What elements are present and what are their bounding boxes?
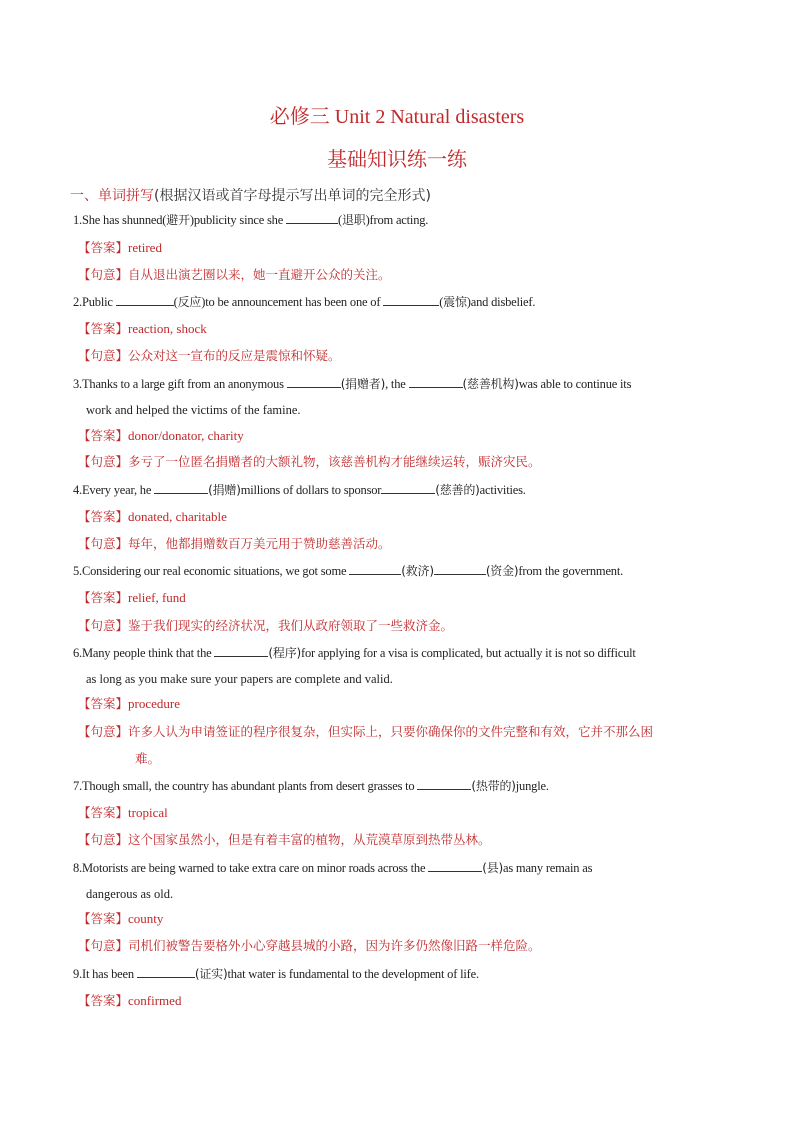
meaning-2: 【句意】公众对这一宣布的反应是震惊和怀疑。 [78,348,341,363]
question-8-continuation: dangerous as old. [86,887,174,901]
answer-3: 【答案】donor/donator, charity [78,428,244,443]
answer-blank[interactable] [434,562,486,575]
meaning-7: 【句意】这个国家虽然小，但是有着丰富的植物，从荒漠草原到热带丛林。 [78,832,491,847]
answer-blank[interactable] [383,293,439,306]
answer-6: 【答案】procedure [78,696,180,711]
section-heading [70,185,431,207]
page-subtitle: 基础知识练一练 [327,147,467,171]
question-9: 9.It has been (证实)that water is fundamental to the development of life. [73,967,479,981]
meaning-5: 【句意】鉴于我们现实的经济状况，我们从政府领取了一些救济金。 [78,618,454,633]
answer-7: 【答案】tropical [78,805,168,820]
question-5: 5.Considering our real economic situations, we got some (救济) (资金)from the government. [73,564,624,578]
answer-blank[interactable] [154,481,208,494]
answer-blank[interactable] [349,562,401,575]
answer-5: 【答案】relief, fund [78,590,186,605]
answer-8: 【答案】county [78,911,164,926]
question-3: 3.Thanks to a large gift from an anonymous (捐赠者), the (慈善机构)was able to continue its [73,377,632,391]
question-8: 8.Motorists are being warned to take extra care on minor roads across the (县)as many remain as [73,861,593,875]
question-4: 4.Every year, he (捐赠)millions of dollars to sponsor (慈善的)activities. [73,483,526,497]
question-1: 1.She has shunned(避开)publicity since she (退职)from acting. [73,213,429,227]
question-6-continuation: as long as you make sure your papers are complete and valid. [86,672,393,686]
meaning-3: 【句意】多亏了一位匿名捐赠者的大额礼物，该慈善机构才能继续运转，赈济灾民。 [78,454,541,469]
answer-blank[interactable] [417,777,471,790]
answer-blank[interactable] [214,644,268,657]
section-note: (根据汉语或首字母提示写出单词的完全形式) [154,188,431,204]
page-title: 必修三 Unit 2 Natural disasters [269,106,525,128]
meaning-4: 【句意】每年，他都捐赠数百万美元用于赞助慈善活动。 [78,536,391,551]
answer-blank[interactable] [428,859,482,872]
meaning-8: 【句意】司机们被警告要格外小心穿越县城的小路，因为许多仍然像旧路一样危险。 [78,938,541,953]
question-6: 6.Many people think that the (程序)for applying for a visa is complicated, but actually it is not so difficult [73,646,636,660]
question-3-continuation: work and helped the victims of the famine. [86,403,301,417]
answer-blank[interactable] [116,293,174,306]
answer-blank[interactable] [409,375,463,388]
answer-4: 【答案】donated, charitable [78,509,227,524]
answer-1: 【答案】retired [78,240,162,255]
answer-blank[interactable] [286,211,338,224]
question-2: 2.Public (反应)to be announcement has been one of (震惊)and disbelief. [73,295,536,309]
answer-blank[interactable] [137,965,195,978]
section-title: 一、单词拼写 [70,188,154,204]
answer-blank[interactable] [287,375,341,388]
meaning-6: 【句意】许多人认为申请签证的程序很复杂，但实际上，只要你确保你的文件完整和有效，它并不那么困 [78,724,654,739]
question-7: 7.Though small, the country has abundant plants from desert grasses to (热带的)jungle. [73,779,549,793]
meaning-1: 【句意】自从退出演艺圈以来，她一直避开公众的关注。 [78,267,391,282]
answer-blank[interactable] [381,481,435,494]
answer-9: 【答案】confirmed [78,993,182,1008]
meaning-6-continuation: 难。 [135,751,161,766]
answer-2: 【答案】reaction, shock [78,321,207,336]
